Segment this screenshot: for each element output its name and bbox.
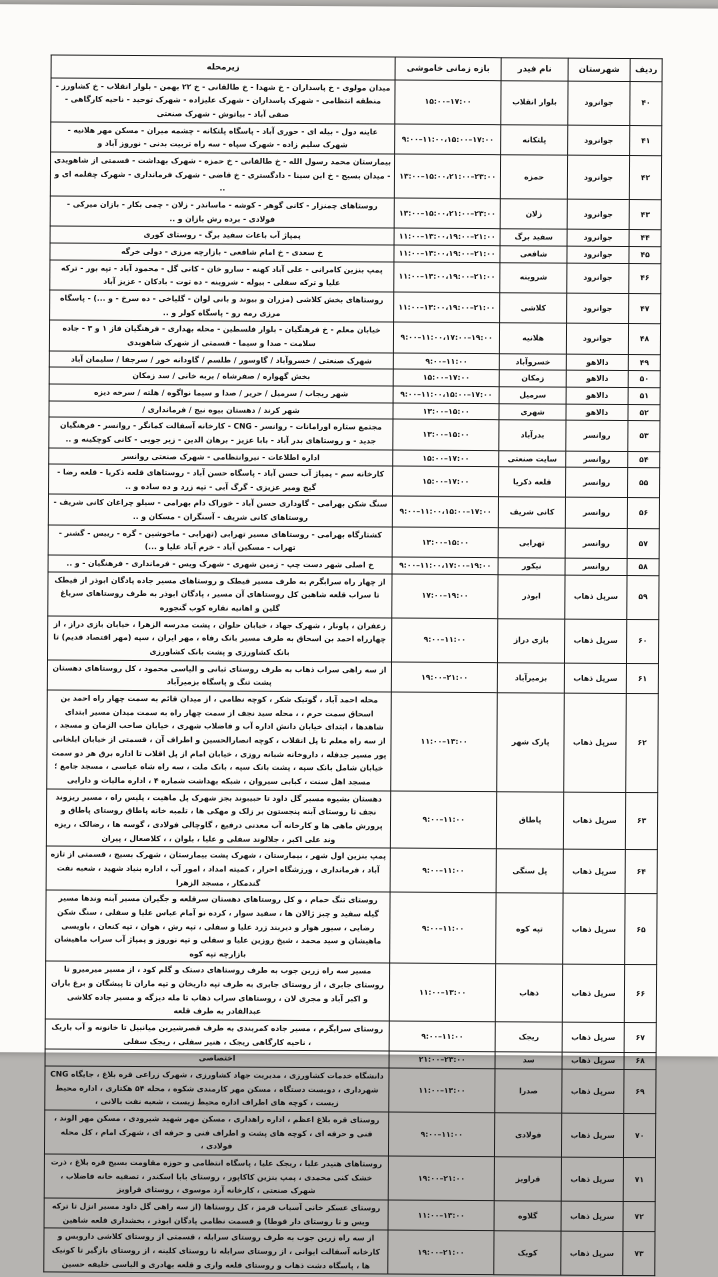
county-cell: جوانرود: [567, 293, 629, 324]
table-row: [48, 660, 659, 694]
outage-time-cell: ۱۱:۰۰–۱۳:۰۰: [392, 692, 499, 791]
sub-neighborhood-cell: خ سعدی - خ امام شافعی - بازارچه مرزی - دولی خرگه: [51, 243, 395, 262]
outage-time-cell: ۹:۰۰–۱۱:۰۰: [391, 791, 498, 849]
county-cell: سرپل ذهاب: [563, 965, 626, 1023]
outage-time-cell: ۹:۰۰–۱۱:۰۰،۱۵:۰۰–۱۷:۰۰: [396, 124, 502, 155]
outage-time-cell: ۹:۰۰–۱۱:۰۰: [391, 892, 498, 964]
feeder-cell: سفید برگ: [501, 229, 568, 246]
outage-time-cell: ۱۱:۰۰–۱۳:۰۰،۱۹:۰۰–۲۱:۰۰: [395, 262, 501, 293]
sub-neighborhood-cell: زعفران ، پاونار ، شهرک جهاد ، خیابان حلوان ، پشت مدرسه الزهرا ، خیابان بازی دراز ، از چهارراه احمد بن اسحاق به طرف مسیر بانک رفاه ، مهر ایران ، سپه (مهر اقتصاد قدیم) تا بانک کشاورزی و پشت بانک کشاورزی: [48, 616, 392, 662]
outage-time-cell: ۱۱:۰۰–۱۳:۰۰،۱۹:۰۰–۲۱:۰۰: [395, 228, 501, 245]
table-row: [45, 1110, 656, 1158]
feeder-cell: ذهاب: [497, 964, 564, 1022]
feeder-cell: ریجک: [496, 1022, 563, 1053]
outage-time-cell: ۹:۰۰–۱۱:۰۰: [389, 1112, 496, 1157]
sub-neighborhood-cell: از چهار راه سرابگرم به طرف مسیر قیطک و روستاهای مسیر جاده پادگان ابوذر از قیطک تا سراب قلعه شاهین کل روستاهای آن مسیر ، پادگان ابوذر به طرف روستاهای سرباغ گلین و اهانیه نقاره کوب گنجوره: [49, 572, 393, 618]
sub-neighborhood-cell: خیابان معلم - خ فرهنگیان - بلوار فلسطین - محله بهداری - فرهنگیان فاز ۱ و ۳ - جاده سلامت - صدا و سیما - قسمتی از شهرک شاهویدی: [50, 320, 394, 352]
outage-time-cell: ۱۱:۰۰–۱۳:۰۰: [390, 964, 497, 1022]
sub-neighborhood-cell: پمپ بنزین اول شهر ، بیمارستان ، شهرک پشت بیمارستان ، شهرک بسیج ، قسمتی از تازه آباد ، فرمانداری ، ورزشگاه احرار ، کمیته امداد ، امور آب ، اداره بنیاد شهید ، شعبه نفت گندمکار ، مسجد الزهرا: [47, 846, 391, 892]
row-number-cell: ۵۴: [629, 451, 661, 468]
outage-time-cell: ۱۵:۰۰–۱۷:۰۰: [394, 369, 500, 386]
column-header-county: شهرستان: [569, 58, 631, 81]
sub-neighborhood-cell: شهرک صنعتی / خسروآباد / گاوسور / طلسم / گاودانه خور / سرجفا / سلیمان آباد: [50, 351, 394, 370]
row-number-cell: ۵۱: [629, 387, 661, 404]
table-row: [49, 572, 660, 620]
row-number-cell: ۴۱: [631, 125, 663, 156]
row-number-cell: ۴۸: [630, 324, 662, 355]
feeder-cell: پارک شهر: [498, 693, 565, 792]
outage-time-cell: ۱۹:۰۰–۲۱:۰۰: [392, 662, 498, 693]
outage-time-cell: ۱۳:۰۰–۱۵:۰۰: [394, 419, 500, 450]
table-row: [47, 890, 658, 965]
row-number-cell: ۶۳: [627, 792, 659, 850]
outage-time-cell: ۹:۰۰–۱۱:۰۰،۱۵:۰۰–۱۷:۰۰: [393, 497, 499, 528]
county-cell: روانسر: [566, 467, 628, 498]
sub-neighborhood-cell: مسیر سه راه زرین جوب به طرف روستاهای دستک و گلم کود ، از مسیر میرمیرو تا روستای جابری ، از روستای جابری به طرف تپه داریخان و تپه ماران تا پیشگان و برغ باران و اکبر آباد و مجری لان ، روستاهای سراب ذهاب تا مله دیزگه و مسیر جاده کلاشی عبدالقادر به طرف قلعه: [46, 961, 390, 1021]
county-cell: دالاهو: [567, 354, 629, 371]
feeder-cell: بزمیرآباد: [499, 662, 566, 693]
feeder-cell: سرمیل: [500, 387, 567, 404]
table-row: [47, 846, 658, 894]
row-number-cell: ۵۰: [629, 371, 661, 388]
table-row: [48, 690, 660, 792]
outage-table-body: [45, 78, 663, 1276]
document-page: [0, 4, 718, 1271]
table-row: [46, 1066, 657, 1114]
county-cell: سرپل ذهاب: [563, 1053, 625, 1070]
sub-neighborhood-cell: میدان مولوی - خ پاسداران - خ شهدا - خ طالقانی - خ ۲۲ بهمن - بلوار انقلاب - خ کشاورز - منطقه انتظامی - شهرک پاسداران - شهرک علیزاده - شهرک توحید - ناحیه کارگاهی - صفی آباد - بیاتوش - شهرک صنعتی: [52, 78, 396, 124]
table-row: [48, 616, 659, 664]
county-cell: سرپل ذهاب: [565, 663, 627, 694]
sub-neighborhood-cell: اختصاصی: [46, 1049, 390, 1068]
outage-time-cell: ۹:۰۰–۱۱:۰۰: [393, 618, 500, 663]
county-cell: روانسر: [567, 420, 629, 451]
outage-time-cell: ۱۵:۰۰–۱۷:۰۰: [394, 450, 500, 467]
county-cell: سرپل ذهاب: [563, 1069, 626, 1113]
outage-time-cell: ۱۱:۰۰–۱۳:۰۰،۱۹:۰۰–۲۱:۰۰: [395, 292, 501, 323]
sub-neighborhood-cell: شهر ریجاب / سرمیل / حریر / صدا و سیما نواگوه / هلته / سرخه دیزه: [50, 384, 394, 403]
sub-neighborhood-cell: از سه راهی سراب ذهاب به طرف روستای ثبانی و الیاسی محمود ، کل روستاهای دهستان پشت تنگ و پاسگاه بزمیرآباد: [48, 660, 392, 692]
row-number-cell: ۵۳: [629, 421, 661, 452]
row-number-cell: ۶۰: [628, 619, 660, 663]
outage-time-cell: ۱۵:۰۰–۱۷:۰۰: [396, 80, 503, 125]
feeder-cell: قراویز: [496, 1157, 563, 1201]
county-cell: جوانرود: [569, 125, 631, 156]
sub-neighborhood-cell: اداره اطلاعات - نیروانتظامی - شهرک صنعتی روانسر: [50, 447, 394, 466]
table-row: [51, 152, 662, 200]
county-cell: سرپل ذهاب: [563, 1022, 625, 1053]
row-number-cell: ۶۲: [627, 694, 659, 793]
feeder-cell: هلانیه: [501, 323, 568, 354]
sub-neighborhood-cell: کشتارگاه بهرامی - روستاهای مسیر تهرابی (تهرابی - ماخوشین - گره - رییس - گشنر - تهراب - مسکین آباد - خرم آباد علیا و ...): [49, 525, 393, 557]
feeder-cell: شروینه: [501, 262, 568, 293]
county-cell: جوانرود: [567, 323, 629, 354]
county-cell: سرپل ذهاب: [562, 1157, 625, 1201]
sub-neighborhood-cell: روستای عسکر خانی آسیاب قرمز ، کل روستاها (از سه راهی گل داود مسیر انزل تا ترکه ویس و تا روستای دار قوطا) و قسمت نظامی پادگان ابوذر ، بخشداری قلعه شاهین: [45, 1198, 389, 1230]
table-row: [45, 1228, 656, 1276]
row-number-cell: ۶۸: [625, 1053, 657, 1070]
row-number-cell: ۶۴: [626, 850, 658, 894]
feeder-cell: سد: [496, 1052, 563, 1069]
feeder-cell: زلان: [501, 199, 568, 230]
table-row: [47, 789, 658, 850]
outage-time-cell: ۹:۰۰–۱۱:۰۰،۱۵:۰۰–۱۷:۰۰: [394, 386, 500, 403]
county-cell: روانسر: [566, 528, 628, 559]
outage-time-cell: ۹:۰۰–۱۱:۰۰: [394, 353, 500, 370]
table-row: [51, 290, 662, 324]
outage-time-cell: ۱۳:۰۰–۱۵:۰۰،۲۱:۰۰–۲۳:۰۰: [395, 154, 502, 199]
row-number-cell: ۶۱: [628, 663, 660, 694]
sub-neighborhood-cell: از سه راه زرین جوب به طرف روستای سرابله ، قسمتی از روستای کلاشی داروبس و کارخانه آسفالت ایوانی ، از روستای سرابله تا روستای کلینه ، از روستای بازگیر تا کونیک ها ، پاسگاه دشت ذهاب و روستای قلعه واری و قلعه بهادری و الیاسی خلیفه حسین: [45, 1228, 389, 1274]
outage-time-cell: ۱۷:۰۰–۱۹:۰۰: [393, 574, 500, 619]
feeder-cell: تپه کوه: [497, 893, 564, 965]
table-row: [52, 78, 663, 126]
table-row: [51, 196, 662, 230]
row-number-cell: ۴۰: [631, 81, 663, 125]
county-cell: سرپل ذهاب: [564, 849, 627, 893]
sub-neighborhood-cell: روستای سرابگرم ، مسیر جاده کمربندی به طرف قصرشیرین میانبیل تا خانونه و آب باریک ، ناحیه کارگاهی ریجک ، هنیر سفلی ، ریجک سفلی: [46, 1019, 390, 1051]
page-content: [0, 4, 718, 1277]
feeder-cell: گلاوه: [495, 1201, 562, 1232]
feeder-cell: قلعه ذکریا: [500, 467, 567, 498]
row-number-cell: ۵۲: [629, 404, 661, 421]
county-cell: جوانرود: [568, 229, 630, 246]
table-row: [51, 260, 662, 294]
sub-neighborhood-cell: پمپ بنزین کامرانی - علی آباد کهنه - سارو خان - کانی گل - محمود آباد - تپه بور - ترکه علیا و ترکه سفلی - بیوله - شروینه - ده توت - بادکان - عزیز آباد: [51, 260, 395, 292]
sub-neighborhood-cell: مجتمع ستاره اورامانات - روانسر - CNG - کارخانه آسفالت کمانگر - روانسر - فرهنگیان جدید - و روستاهای بدر آباد - بابا عزیز - برهان الدین - زیر جویی - کانی کوچکینه و ..: [50, 417, 394, 449]
column-header-sub-neighborhood: زیرمحله: [52, 55, 396, 80]
outage-time-cell: ۱۱:۰۰–۱۳:۰۰: [390, 1068, 497, 1113]
sub-neighborhood-cell: روستاهای بخش کلاشی (مزران و بیوند و بانی لوان - گلیاخی - ده سرخ - و ...) - پاسگاه مرزی رمه رو - پاسگاه کولر و ..: [51, 290, 395, 322]
sub-neighborhood-cell: عاینه دول - بیله ای - حوری آباد - پاسگاه پلتکانه - چشمه میران - مسکن مهر هلانیه - شهرک سلیم زاده - شهرک سپاه - سه راه تربیت بدنی - نوروز آباد و: [52, 122, 396, 154]
row-number-cell: ۶۹: [625, 1070, 657, 1114]
sub-neighborhood-cell: محله احمد آباد ، گوتیک شکر ، کوچه نظامی ، از میدان قائم به سمت چهار راه احمد بن اسحاق سمت حرم ، ، محله سید نجف از سمت چهار راه به سمت میدان مسیر ابتدای شاهدها ، ابتدای خیابان دانش اداره آب و فاضلاب شهری ، خیابان صاحب الزمان و مسجد ، از سه راه معلم تا پل انقلاب ، کوچه انصارالحسین و اطراف آن ، قسمتی از خیابان ابلخانی پور مسیر جدفله ، داروخانه شبانه روزی ، خیابان امام از پل اقلاب تا اداره برق هر دو سمت خیابان شامل بانک سپه ، پشت بانک سپه ، بانک ملت ، سه راه شاه عباسی ، مسجد جامع ؛ مسجد اهل سنت ، کبابی سیروان ، شبکه بهداشت شماره ۴ ، اداره مالیات و دارایی: [48, 690, 393, 791]
sub-neighborhood-cell: روستای تنگ حمام ، و کل روستاهای دهستان سرقلعه و جگیران مسیر آبنه وندها مسیر گیله سفید و چبز ژالان ها ، سفید سوار ، کرده نو آمام عباس علیا و سفلی ، سنگ شکن رضایی ، سیور هوار و دیربند زرد علیا و سفلی ، تپه رش ، هوان ، تپه کنعان ، باویسی ماهیشان و سید محمد ، شیخ روزین علیا و سفلی و تپه نوروز و پمپاژ آب سراب ماهیشان بازارچه تپه کوه: [47, 890, 391, 963]
sub-neighborhood-cell: دهستان بشیوه مسیر گل داود تا حبیبوند بجز شهرک پل ماهیت ، پلیس راه ، مسیر ریزوند نجف تا روستای آبنه پنجستون بر زلک و مهکی ها ، تلمبه خانه پاطاق روستای پاطاق و پرورش ماهی ها و کارخانه آب معدنی درفیع ، گاوچالی فولادی ، گوسه ها ، رضالک ، ریزه وند علی اکبر ، جلالوند سفلی و علیا ، بلوان ، ، کلاصعال ، پیران: [47, 789, 391, 849]
sub-neighborhood-cell: دانشگاه خدمات کشاورزی ، مدیریت جهاد کشاورزی ، شهرک زراعی قره بلاغ ، جایگاه CNG شهرداری ، دویست دستگاه ، مسکن مهر کارمندی شکوه ، محله ۵۴ هکتاری ، اداره محیط زیست ، کوچه های اطراف اداره محیط زیست ، شعبه نفت بالانی ،: [46, 1066, 390, 1112]
table-row: [50, 417, 661, 451]
outage-time-cell: ۱۳:۰۰–۱۵:۰۰،۲۱:۰۰–۲۳:۰۰: [395, 198, 501, 229]
feeder-cell: ابوذر: [499, 574, 566, 618]
row-number-cell: ۷۰: [625, 1114, 657, 1158]
county-cell: جوانرود: [569, 81, 632, 125]
feeder-cell: حمزه: [502, 155, 569, 199]
outage-time-cell: ۱۹:۰۰–۲۱:۰۰: [389, 1156, 496, 1201]
table-row: [46, 1019, 657, 1053]
county-cell: سرپل ذهاب: [566, 575, 629, 619]
outage-time-cell: ۹:۰۰–۱۱:۰۰: [391, 848, 498, 893]
feeder-cell: شهری: [500, 403, 567, 420]
row-number-cell: ۶۵: [626, 894, 658, 965]
sub-neighborhood-cell: کارخانه سم - پمپاژ آب حسن آباد - پاسگاه حسن آباد - روستاهای قلعه ذکریا - قلعه رضا - گیج ومیر عزیزی - گرگ آبی - تپه زرد و ده ساده و ..: [50, 464, 394, 496]
sub-neighborhood-cell: بخش گهواره / صفرشاه / بربه خانی / سد زمکان: [50, 367, 394, 386]
row-number-cell: ۴۷: [630, 293, 662, 324]
sub-neighborhood-cell: روستای قره بلاغ اعظم ، اداره راهداری ، مسکن مهر شهید شیرودی ، مسکن مهر الوند ، فنی و حرفه ای ، کوچه های پشت و اطراف فنی و حرفه ای ، شهرک امام ، کل محله فولادی ،: [45, 1110, 389, 1156]
table-row: [50, 320, 661, 354]
county-cell: جوانرود: [568, 199, 630, 230]
outage-time-cell: ۱۱:۰۰–۱۳:۰۰: [389, 1200, 495, 1231]
feeder-cell: زمکان: [501, 370, 568, 387]
feeder-cell: نیکور: [499, 558, 566, 575]
feeder-cell: بلوار انقلاب: [502, 80, 569, 124]
sub-neighborhood-cell: شهر کرند / دهستان بیوه نیج / فرمانداری /: [50, 401, 394, 420]
sub-neighborhood-cell: پمپاژ آب باغات سفید برگ - روستای کوری: [51, 226, 395, 245]
outage-time-cell: ۱۳:۰۰–۱۵:۰۰: [393, 527, 499, 558]
outage-time-cell: ۹:۰۰–۱۱:۰۰،۱۷:۰۰–۱۹:۰۰: [393, 557, 499, 574]
county-cell: سرپل ذهاب: [562, 1231, 625, 1275]
feeder-cell: صدرا: [496, 1069, 563, 1113]
row-number-cell: ۷۲: [624, 1201, 656, 1232]
feeder-cell: کلاشی: [501, 293, 568, 324]
feeder-cell: فولادی: [496, 1113, 563, 1157]
feeder-cell: شافعی: [501, 246, 568, 263]
feeder-cell: پل سنگی: [497, 849, 564, 893]
county-cell: سرپل ذهاب: [562, 1201, 624, 1232]
row-number-cell: ۷۱: [624, 1157, 656, 1201]
row-number-cell: ۵۷: [628, 528, 660, 559]
outage-time-cell: ۱۵:۰۰–۱۷:۰۰: [394, 466, 500, 497]
row-number-cell: ۶۶: [626, 965, 658, 1023]
row-number-cell: ۴۶: [630, 263, 662, 294]
feeder-cell: کویک: [495, 1231, 562, 1275]
sub-neighborhood-cell: سنگ شکن بهرامی - گاوداری حسن آباد - خوراک دام بهرامی - سیلو چراغان کانی شریف - روستاهای کانی شریف - آسنگران - مسکان و ..: [49, 494, 393, 526]
county-cell: سرپل ذهاب: [564, 893, 627, 965]
feeder-cell: پاطاق: [498, 791, 565, 849]
table-row: [45, 1154, 656, 1202]
row-number-cell: ۶۷: [625, 1023, 657, 1054]
table-row: [49, 525, 660, 559]
feeder-cell: تهرابی: [499, 528, 566, 559]
county-cell: سرپل ذهاب: [565, 619, 628, 663]
feeder-cell: سایت صنعتی: [500, 450, 567, 467]
county-cell: سرپل ذهاب: [562, 1113, 625, 1157]
row-number-cell: ۴۹: [630, 354, 662, 371]
column-header-feeder: نام فیدر: [502, 58, 569, 81]
column-header-outage-time: بازه زمانی خاموشی: [396, 57, 502, 80]
county-cell: جوانرود: [568, 155, 631, 199]
feeder-cell: بدرآباد: [500, 420, 567, 451]
feeder-cell: کانی شریف: [500, 497, 567, 528]
county-cell: دالاهو: [567, 387, 629, 404]
county-cell: جوانرود: [568, 263, 630, 294]
outage-time-cell: ۹:۰۰–۱۱:۰۰: [390, 1021, 496, 1052]
feeder-cell: خسروآباد: [501, 353, 568, 370]
county-cell: جوانرود: [568, 246, 630, 263]
outage-time-cell: ۱۱:۰۰–۱۳:۰۰،۱۹:۰۰–۲۱:۰۰: [395, 245, 501, 262]
sub-neighborhood-cell: روستاهای هنیدر علیا ، ریجک علیا ، پاسگاه انتظامی و حوزه مقاومت بسیج قره بلاغ ، ذرت خشک کنی محمدی ، پمپ بنزین کاکاپور ، روستای بابا اسکندر ، تصفیه خانه فاضلاب ، شهرک صنعتی ، کارخانه آرد موسوی ، روستای قراویز: [45, 1154, 389, 1200]
county-cell: دالاهو: [567, 370, 629, 387]
county-cell: دالاهو: [567, 404, 629, 421]
table-row: [46, 961, 657, 1022]
sub-neighborhood-cell: روستاهای چمنزار - کانی گوهر - کوشه - ماسانذر - زلان - چمی بکار - بازان میرکی - فولادی - برده رش بازان و ..: [51, 196, 395, 228]
feeder-cell: پلتکانه: [502, 124, 569, 155]
county-cell: سرپل ذهاب: [565, 693, 628, 792]
row-number-cell: ۷۳: [624, 1232, 656, 1276]
row-number-cell: ۵۸: [628, 559, 660, 576]
county-cell: روانسر: [567, 451, 629, 468]
outage-time-cell: ۲۱:۰۰–۲۳:۰۰: [390, 1051, 496, 1068]
outage-schedule-table: [44, 54, 663, 1276]
row-number-cell: ۵۹: [628, 575, 660, 619]
row-number-cell: ۴۲: [631, 156, 663, 200]
county-cell: سرپل ذهاب: [564, 792, 627, 850]
outage-time-cell: ۱۹:۰۰–۲۱:۰۰: [389, 1230, 496, 1275]
row-number-cell: ۴۴: [630, 230, 662, 247]
outage-time-cell: ۱۳:۰۰–۱۵:۰۰: [394, 403, 500, 420]
county-cell: روانسر: [566, 498, 628, 529]
county-cell: روانسر: [566, 558, 628, 575]
table-row: [45, 1198, 656, 1232]
row-number-cell: ۴۳: [630, 200, 662, 231]
row-number-cell: ۵۶: [629, 498, 661, 529]
table-row: [50, 464, 661, 498]
column-header-row-number: ردیف: [631, 59, 663, 82]
row-number-cell: ۴۵: [630, 246, 662, 263]
outage-time-cell: ۹:۰۰–۱۱:۰۰،۱۷:۰۰–۱۹:۰۰: [394, 322, 500, 353]
sub-neighborhood-cell: خ اصلی شهر دست چپ - زمین شهری - شهرک ویس - فرمانداری - فرهنگیان - و ..: [49, 555, 393, 574]
row-number-cell: ۵۵: [629, 468, 661, 499]
table-row: [52, 122, 663, 156]
feeder-cell: بازی دراز: [499, 618, 566, 662]
table-row: [49, 494, 660, 528]
sub-neighborhood-cell: بیمارستان محمد رسول الله - خ طالقانی - خ حمزه - شهرک بهداشت - قسمتی از شاهویدی - میدان بسیج - خ ابن سینا - دادگستری - خ قاضی - شهرک فرمانداری - شهرک چقلمه ای و ..: [51, 152, 395, 198]
